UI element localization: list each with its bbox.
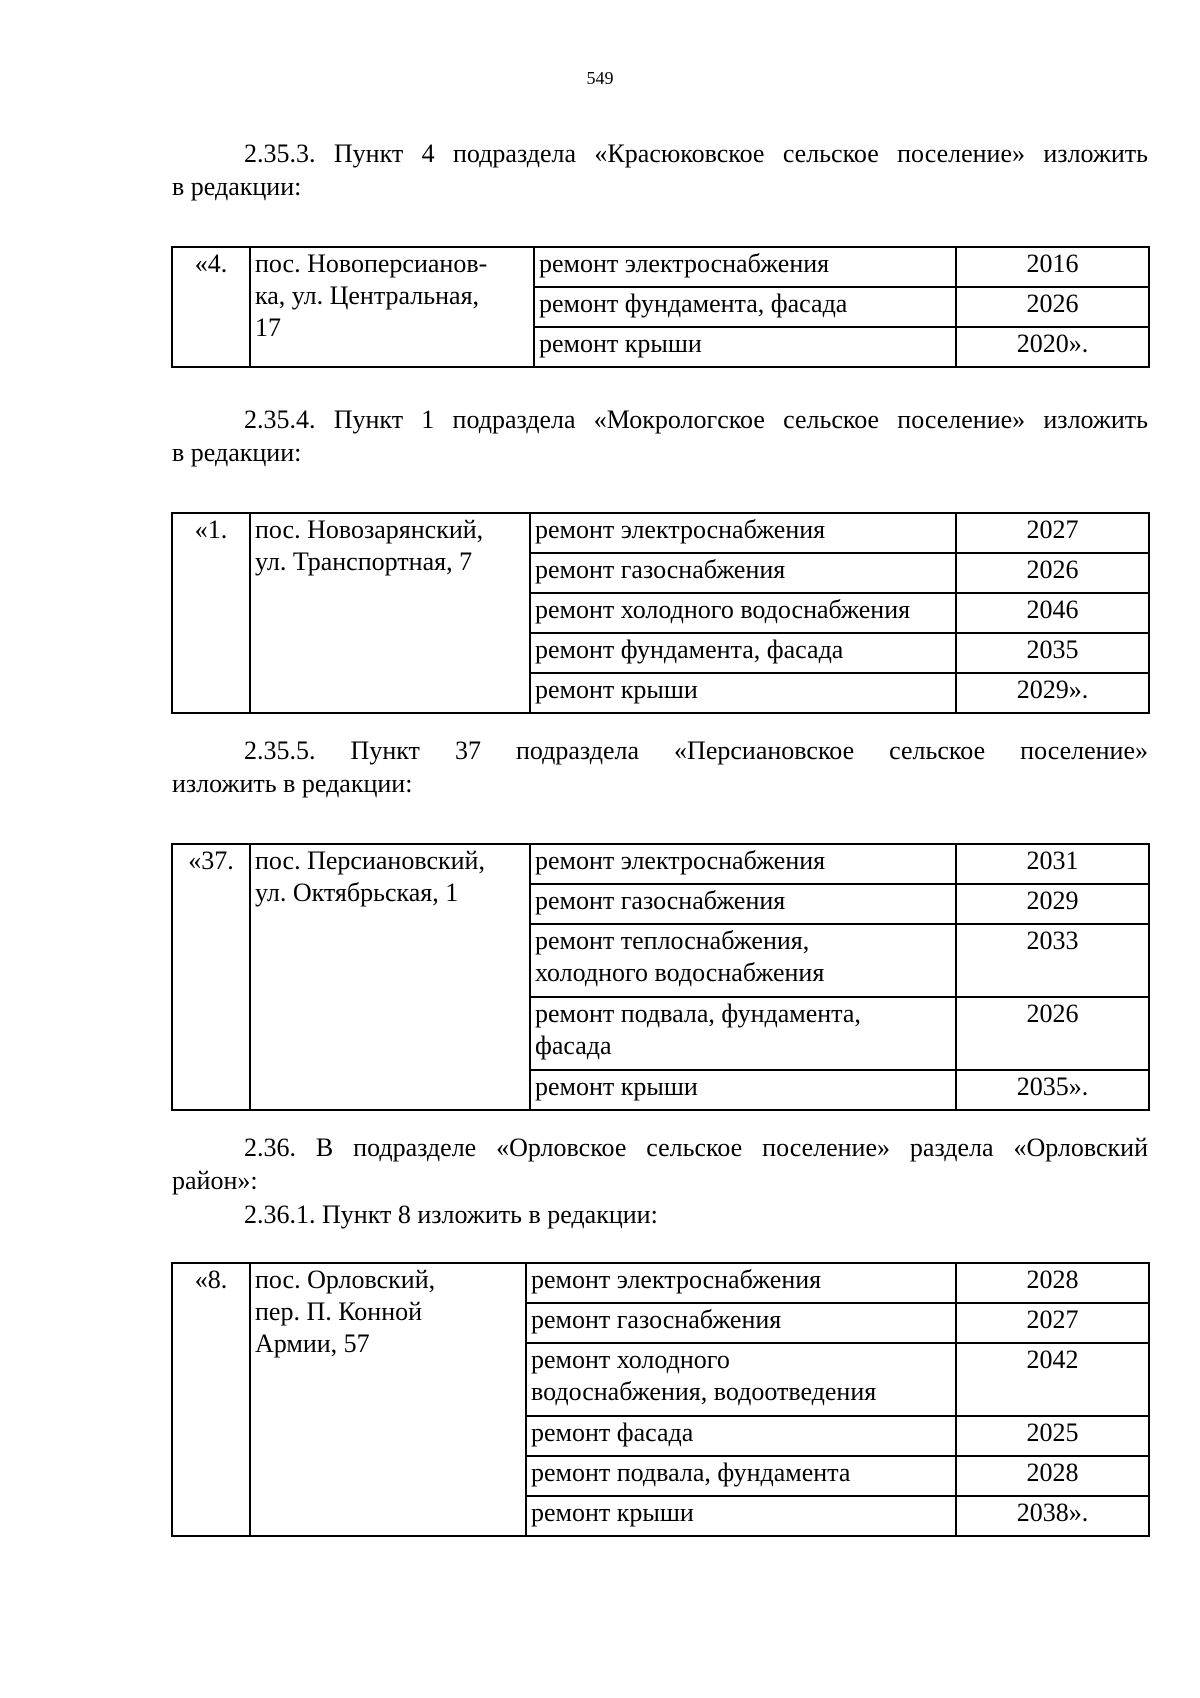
work-name: ремонт крыши <box>526 1496 956 1536</box>
item-address <box>250 247 534 367</box>
address-line: 17 <box>255 313 281 342</box>
edit-table-item-37 <box>171 843 1150 1111</box>
section-heading-2-35-5 <box>172 734 1148 800</box>
item-number: «37. <box>172 844 250 1110</box>
work-name: ремонт газоснабжения <box>530 553 956 593</box>
section-subheading-2-36-1: 2.36.1. Пункт 8 изложить в редакции: <box>244 1200 658 1229</box>
heading-line-cont: район»: <box>172 1166 258 1195</box>
work-name: ремонт холодного водоснабжения <box>530 593 956 633</box>
item-address <box>250 1263 526 1536</box>
work-name: ремонт подвала, фундамента <box>526 1456 956 1496</box>
item-address <box>250 844 530 1110</box>
work-name: ремонт крыши <box>530 673 956 713</box>
work-name: ремонт электроснабжения <box>526 1263 956 1303</box>
address-line: ул. Транспортная, 7 <box>255 547 473 576</box>
work-year: 2026 <box>956 553 1149 593</box>
work-name <box>526 1343 956 1416</box>
edit-table-item-4 <box>171 246 1150 368</box>
section-heading-2-36 <box>172 1131 1148 1197</box>
work-name: ремонт электроснабжения <box>534 247 956 287</box>
work-name <box>530 997 956 1070</box>
edit-table-item-8 <box>171 1262 1150 1537</box>
work-name-line: ремонт подвала, фундамента, <box>535 999 861 1028</box>
address-line: пос. Новоперсианов- <box>255 249 488 278</box>
work-year: 2020». <box>956 327 1149 367</box>
work-name-line: водоснабжения, водоотведения <box>531 1377 877 1406</box>
address-line: пос. Новозарянский, <box>255 515 484 544</box>
work-year: 2026 <box>956 287 1149 327</box>
section-heading-2-35-3 <box>172 137 1148 203</box>
work-name: ремонт электроснабжения <box>530 513 956 553</box>
heading-line-cont: в редакции: <box>172 438 302 467</box>
work-year: 2026 <box>956 997 1149 1070</box>
work-name: ремонт крыши <box>534 327 956 367</box>
address-line: пос. Орловский, <box>255 1265 436 1294</box>
work-year: 2029 <box>956 884 1149 924</box>
section-heading-2-35-4 <box>172 403 1148 469</box>
work-name: ремонт крыши <box>530 1070 956 1110</box>
work-year: 2029». <box>956 673 1149 713</box>
work-name <box>530 924 956 997</box>
address-line: Армии, 57 <box>255 1329 370 1358</box>
work-year: 2046 <box>956 593 1149 633</box>
item-number: «4. <box>172 247 250 367</box>
work-year: 2035 <box>956 633 1149 673</box>
item-address <box>250 513 530 713</box>
address-line: ка, ул. Центральная, <box>255 281 480 310</box>
edit-table-item-1 <box>171 512 1150 714</box>
page-number: 549 <box>586 68 614 88</box>
work-year: 2033 <box>956 924 1149 997</box>
work-name-line: ремонт теплоснабжения, <box>535 926 810 955</box>
work-year: 2038». <box>956 1496 1149 1536</box>
item-number: «1. <box>172 513 250 713</box>
heading-line-cont: изложить в редакции: <box>172 769 413 798</box>
work-year: 2028 <box>956 1263 1149 1303</box>
work-year: 2042 <box>956 1343 1149 1416</box>
work-year: 2031 <box>956 844 1149 884</box>
address-line: пер. П. Конной <box>255 1297 423 1326</box>
item-number: «8. <box>172 1263 250 1536</box>
address-line: пос. Персиановский, <box>255 846 485 875</box>
work-year: 2028 <box>956 1456 1149 1496</box>
work-year: 2025 <box>956 1416 1149 1456</box>
work-year: 2027 <box>956 1303 1149 1343</box>
heading-line: 2.35.5. Пункт 37 подраздела «Персиановское сельское поселение» <box>244 736 1148 765</box>
work-year: 2027 <box>956 513 1149 553</box>
heading-line: 2.35.3. Пункт 4 подраздела «Красюковское сельское поселение» изложить <box>244 139 1148 168</box>
address-line: ул. Октябрьская, 1 <box>255 878 459 907</box>
heading-line: 2.36. В подразделе «Орловское сельское поселение» раздела «Орловский <box>244 1133 1148 1162</box>
work-name: ремонт фундамента, фасада <box>534 287 956 327</box>
work-name-line: ремонт холодного <box>531 1345 730 1374</box>
work-name: ремонт газоснабжения <box>530 884 956 924</box>
work-name: ремонт фундамента, фасада <box>530 633 956 673</box>
heading-line-cont: в редакции: <box>172 172 302 201</box>
work-name-line: холодного водоснабжения <box>535 958 825 987</box>
heading-line: 2.35.4. Пункт 1 подраздела «Мокрологское сельское поселение» изложить <box>244 405 1148 434</box>
work-name-line: фасада <box>535 1031 612 1060</box>
work-name: ремонт фасада <box>526 1416 956 1456</box>
work-name: ремонт газоснабжения <box>526 1303 956 1343</box>
work-name: ремонт электроснабжения <box>530 844 956 884</box>
work-year: 2016 <box>956 247 1149 287</box>
work-year: 2035». <box>956 1070 1149 1110</box>
